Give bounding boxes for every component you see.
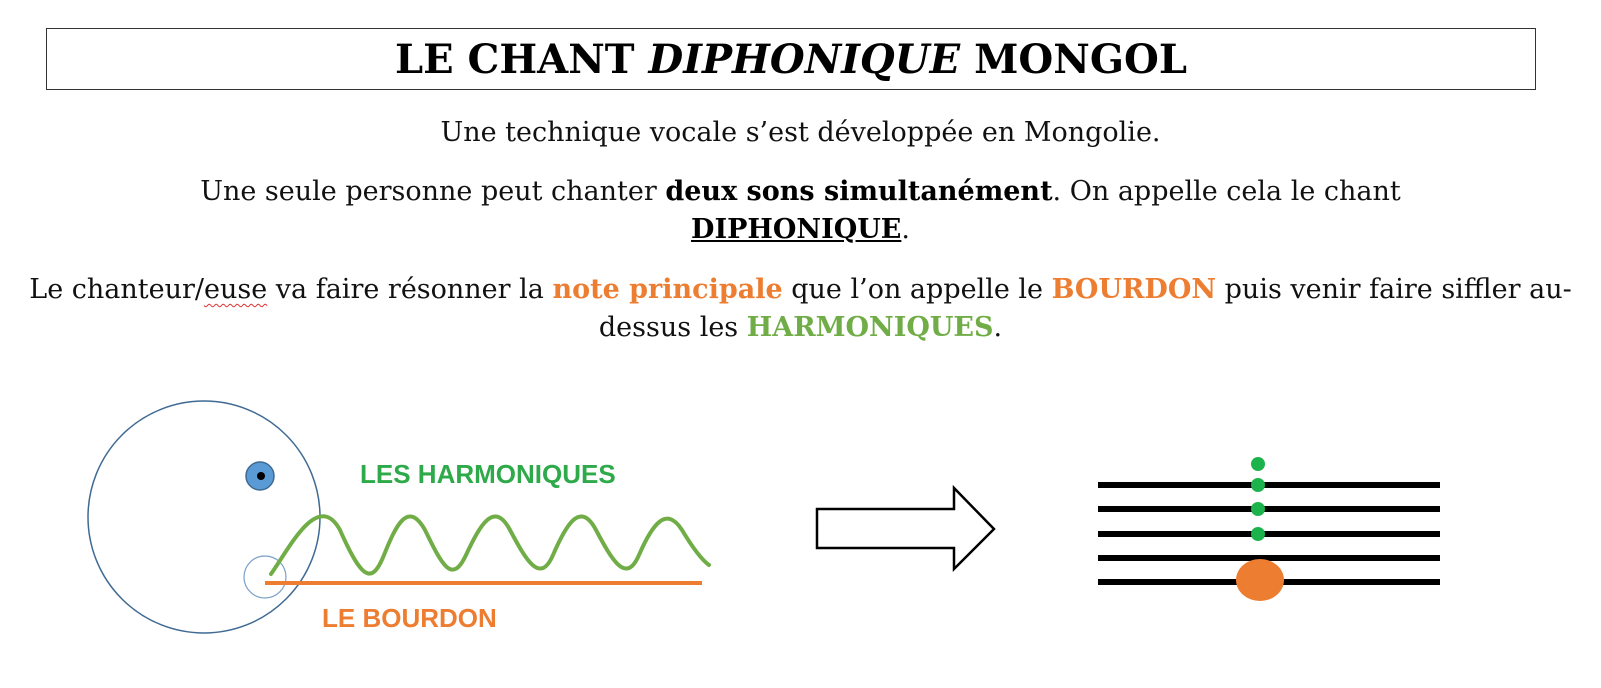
- definition-term: DIPHONIQUE: [691, 214, 902, 245]
- explanation-text-c: que l’on appelle le: [782, 274, 1052, 305]
- paragraph-intro: [0, 114, 1601, 152]
- definition-text-c: .: [901, 214, 910, 245]
- diphonic-diagram: [0, 380, 1601, 680]
- eye-pupil: [257, 472, 265, 480]
- note-principale-highlight: note principale: [552, 274, 783, 305]
- harmoniques-highlight: HARMONIQUES: [746, 312, 994, 343]
- bourdon-highlight: BOURDON: [1051, 274, 1217, 305]
- harmonic-note-dot: [1251, 478, 1265, 492]
- paragraph-definition: [0, 173, 1601, 249]
- arrow-right-icon: [817, 488, 994, 569]
- title-part-1: LE CHANT: [395, 35, 635, 83]
- title-part-2: DIPHONIQUE: [648, 35, 961, 83]
- definition-bold: deux sons simultanément: [665, 176, 1053, 207]
- paragraph-intro-text: Une technique vocale s’est développée en Mongolie.: [440, 117, 1161, 148]
- explanation-text-d: puis venir faire siffler au-dessus les: [598, 274, 1572, 343]
- harmonics-wave: [271, 516, 709, 574]
- spellcheck-word: euse: [204, 274, 268, 305]
- head-outline: [88, 401, 320, 633]
- harmonic-note-dot: [1251, 527, 1265, 541]
- harmonics-label: LES HARMONIQUES: [360, 459, 616, 489]
- harmonic-note-dot: [1251, 457, 1265, 471]
- definition-text-b: . On appelle cela le chant: [1052, 176, 1401, 207]
- harmonic-note-dot: [1251, 502, 1265, 516]
- page-title: [46, 28, 1536, 90]
- drone-label: LE BOURDON: [322, 603, 497, 633]
- paragraph-explanation: [0, 271, 1601, 347]
- title-part-3: MONGOL: [974, 35, 1187, 83]
- definition-text-a: Une seule personne peut chanter: [200, 176, 666, 207]
- explanation-text-b: va faire résonner la: [267, 274, 553, 305]
- explanation-text-e: .: [993, 312, 1003, 343]
- drone-note: [1236, 559, 1284, 601]
- explanation-text-a: Le chanteur/: [29, 274, 204, 305]
